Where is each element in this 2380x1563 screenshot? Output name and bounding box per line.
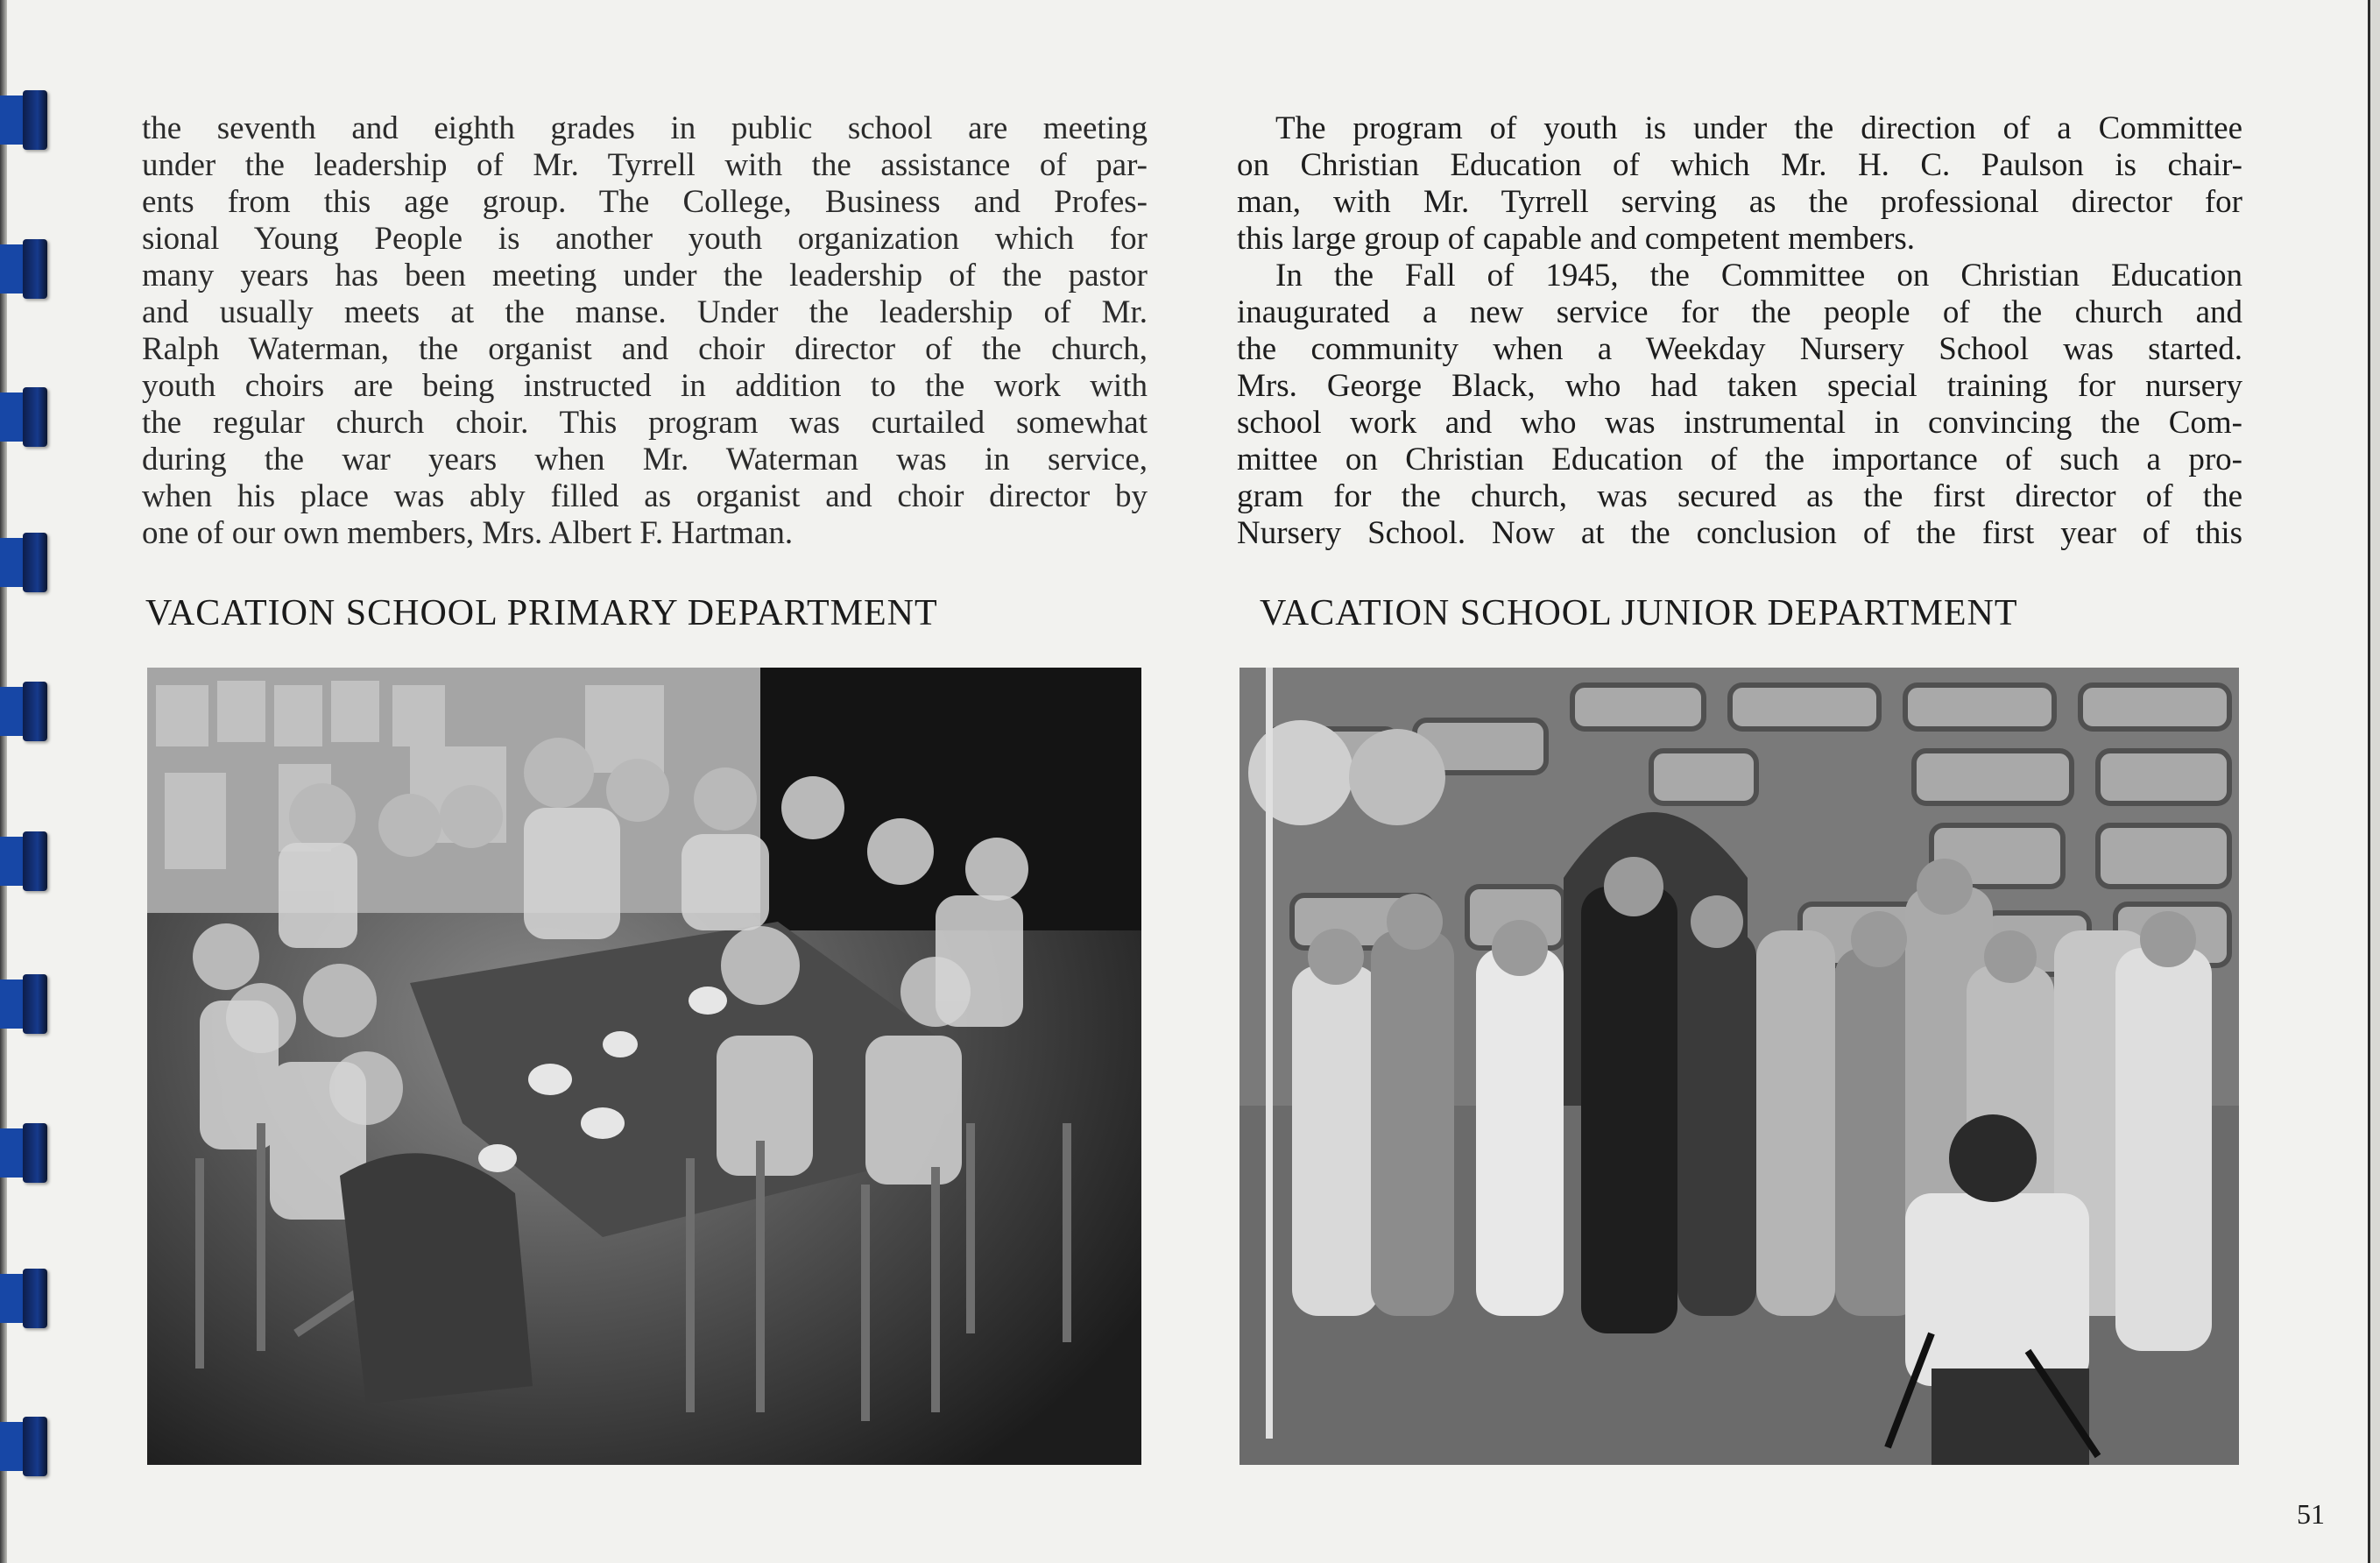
binding-ring bbox=[0, 682, 49, 741]
text-line: the community when a Weekday Nursery School was started. bbox=[1237, 331, 2242, 367]
binding-loop bbox=[23, 1269, 47, 1328]
text-line: this large group of capable and competent members. bbox=[1237, 221, 1916, 257]
text-line: The program of youth is under the direction of a Committee bbox=[1275, 110, 2242, 146]
text-line: inaugurated a new service for the people of the church and bbox=[1237, 294, 2242, 330]
classroom-photo-illustration bbox=[147, 668, 1141, 1465]
page-edge-shadow bbox=[0, 0, 7, 1563]
text-line: ents from this age group. The College, Business and Profes- bbox=[142, 184, 1148, 220]
binding-loop bbox=[23, 533, 47, 592]
text-line: In the Fall of 1945, the Committee on Christian Education bbox=[1275, 258, 2242, 294]
text-line: during the war years when Mr. Waterman was in service, bbox=[142, 442, 1148, 477]
text-line: on Christian Education of which Mr. H. C. Paulson is chair- bbox=[1237, 147, 2242, 183]
binding-ring bbox=[0, 1269, 49, 1328]
text-line: mittee on Christian Education of the importance of such a pro- bbox=[1237, 442, 2242, 477]
photo-junior-department bbox=[1239, 668, 2239, 1465]
binding-loop bbox=[23, 90, 47, 150]
text-line: the seventh and eighth grades in public school are meeting bbox=[142, 110, 1148, 146]
text-line: Ralph Waterman, the organist and choir director of the church, bbox=[142, 331, 1148, 367]
text-line: the regular church choir. This program was curtailed somewhat bbox=[142, 405, 1148, 441]
binding-ring bbox=[0, 387, 49, 447]
binding-ring bbox=[0, 239, 49, 299]
binding-loop bbox=[23, 1417, 47, 1476]
text-line: one of our own members, Mrs. Albert F. Hartman. bbox=[142, 515, 794, 551]
binding-loop bbox=[23, 831, 47, 891]
text-line: many years has been meeting under the leadership of the pastor bbox=[142, 258, 1148, 294]
text-line: under the leadership of Mr. Tyrrell with the assistance of par- bbox=[142, 147, 1148, 183]
text-line: youth choirs are being instructed in addition to the work with bbox=[142, 368, 1148, 404]
binding-ring bbox=[0, 1417, 49, 1476]
text-line: school work and who was instrumental in convincing the Com- bbox=[1237, 405, 2242, 441]
binding-ring bbox=[0, 533, 49, 592]
text-line: and usually meets at the manse. Under the leadership of Mr. bbox=[142, 294, 1148, 330]
binding-loop bbox=[23, 1123, 47, 1183]
binding-loop bbox=[23, 239, 47, 299]
binding-ring bbox=[0, 1123, 49, 1183]
text-line: Mrs. George Black, who had taken special training for nursery bbox=[1237, 368, 2242, 404]
stage-play-photo-illustration bbox=[1239, 668, 2239, 1465]
text-line: Nursery School. Now at the conclusion of the first year of this bbox=[1237, 515, 2242, 551]
text-line: sional Young People is another youth organization which for bbox=[142, 221, 1148, 257]
photo-caption-junior: VACATION SCHOOL JUNIOR DEPARTMENT bbox=[1260, 593, 2018, 633]
binding-ring bbox=[0, 90, 49, 150]
photo-primary-department bbox=[147, 668, 1141, 1465]
text-line: gram for the church, was secured as the first director of the bbox=[1237, 478, 2242, 514]
binding-loop bbox=[23, 974, 47, 1034]
page-number: 51 bbox=[2297, 1498, 2325, 1530]
left-text-column bbox=[142, 110, 1148, 552]
binding-loop bbox=[23, 682, 47, 741]
photo-caption-primary: VACATION SCHOOL PRIMARY DEPARTMENT bbox=[145, 593, 938, 633]
binding-ring bbox=[0, 974, 49, 1034]
right-text-column bbox=[1237, 110, 2242, 552]
binding-ring bbox=[0, 831, 49, 891]
text-line: man, with Mr. Tyrrell serving as the professional director for bbox=[1237, 184, 2242, 220]
text-line: when his place was ably filled as organist and choir director by bbox=[142, 478, 1148, 514]
binding-loop bbox=[23, 387, 47, 447]
